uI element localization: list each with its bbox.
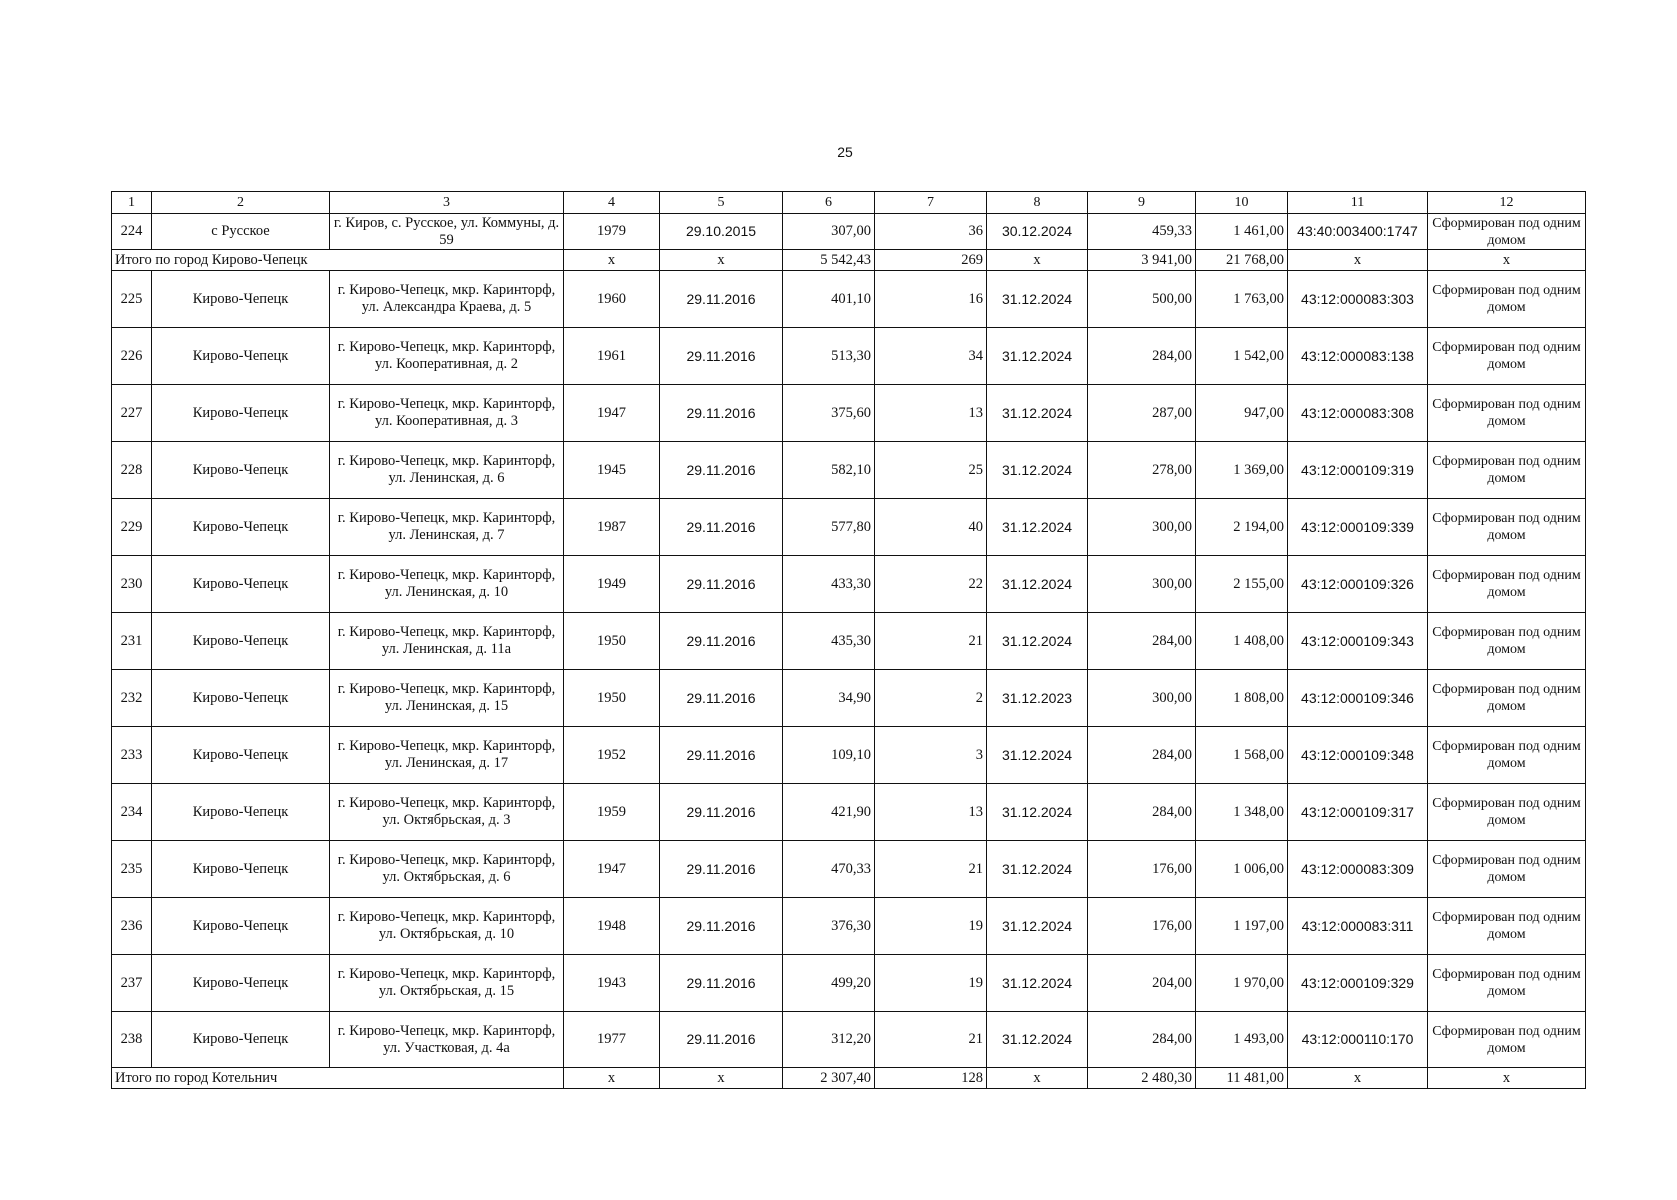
address-cell: г. Кирово-Чепецк, мкр. Каринторф, ул. Октябрьская, д. 15 bbox=[330, 955, 564, 1012]
cost-cell: 1 369,00 bbox=[1196, 442, 1288, 499]
deadline-cell: 31.12.2024 bbox=[987, 1012, 1088, 1068]
date-cell: 29.11.2016 bbox=[660, 271, 783, 328]
table-row bbox=[112, 556, 1586, 613]
cadastral-cell: 43:12:000083:309 bbox=[1288, 841, 1428, 898]
settlement-cell: Кирово-Чепецк bbox=[152, 955, 330, 1012]
address-cell: г. Кирово-Чепецк, мкр. Каринторф, ул. Октябрьская, д. 10 bbox=[330, 898, 564, 955]
address-cell: г. Киров, с. Русское, ул. Коммуны, д. 59 bbox=[330, 214, 564, 250]
settlement-cell: Кирово-Чепецк bbox=[152, 1012, 330, 1068]
deadline-cell: 31.12.2024 bbox=[987, 385, 1088, 442]
residents-cell: 19 bbox=[875, 898, 987, 955]
address-cell: г. Кирово-Чепецк, мкр. Каринторф, ул. Ленинская, д. 6 bbox=[330, 442, 564, 499]
column-number: 6 bbox=[783, 192, 875, 214]
cadastral-cell: 43:12:000109:346 bbox=[1288, 670, 1428, 727]
land-area-cell: 284,00 bbox=[1088, 784, 1196, 841]
table-body bbox=[112, 192, 1586, 1089]
row-number-cell: 235 bbox=[112, 841, 152, 898]
deadline-cell: 31.12.2024 bbox=[987, 841, 1088, 898]
deadline-cell: 31.12.2024 bbox=[987, 271, 1088, 328]
cadastral-cell: 43:12:000110:170 bbox=[1288, 1012, 1428, 1068]
settlement-cell: Кирово-Чепецк bbox=[152, 556, 330, 613]
settlement-cell: Кирово-Чепецк bbox=[152, 442, 330, 499]
year-cell: 1987 bbox=[564, 499, 660, 556]
address-cell: г. Кирово-Чепецк, мкр. Каринторф, ул. Ленинская, д. 17 bbox=[330, 727, 564, 784]
row-number-cell: 224 bbox=[112, 214, 152, 250]
area-cell: 109,10 bbox=[783, 727, 875, 784]
column-number: 8 bbox=[987, 192, 1088, 214]
year-cell: 1948 bbox=[564, 898, 660, 955]
year-cell: x bbox=[564, 250, 660, 271]
land-area-cell: 278,00 bbox=[1088, 442, 1196, 499]
deadline-cell: 31.12.2023 bbox=[987, 670, 1088, 727]
residents-cell: 13 bbox=[875, 385, 987, 442]
column-number: 7 bbox=[875, 192, 987, 214]
row-number-cell: 228 bbox=[112, 442, 152, 499]
year-cell: 1977 bbox=[564, 1012, 660, 1068]
note-cell: Сформирован под одним домом bbox=[1428, 670, 1586, 727]
year-cell: 1950 bbox=[564, 613, 660, 670]
housing-register-table bbox=[111, 191, 1586, 1089]
deadline-cell: 31.12.2024 bbox=[987, 499, 1088, 556]
year-cell: 1979 bbox=[564, 214, 660, 250]
cost-cell: 2 194,00 bbox=[1196, 499, 1288, 556]
address-cell: г. Кирово-Чепецк, мкр. Каринторф, ул. Октябрьская, д. 6 bbox=[330, 841, 564, 898]
deadline-cell: 31.12.2024 bbox=[987, 613, 1088, 670]
residents-cell: 34 bbox=[875, 328, 987, 385]
year-cell: 1952 bbox=[564, 727, 660, 784]
deadline-cell: x bbox=[987, 250, 1088, 271]
date-cell: 29.11.2016 bbox=[660, 955, 783, 1012]
date-cell: 29.11.2016 bbox=[660, 784, 783, 841]
total-label: Итого по город Котельнич bbox=[112, 1068, 564, 1089]
area-cell: 433,30 bbox=[783, 556, 875, 613]
cost-cell: 947,00 bbox=[1196, 385, 1288, 442]
cost-cell: 1 763,00 bbox=[1196, 271, 1288, 328]
table-row bbox=[112, 499, 1586, 556]
area-cell: 499,20 bbox=[783, 955, 875, 1012]
residents-cell: 21 bbox=[875, 613, 987, 670]
cost-cell: 1 006,00 bbox=[1196, 841, 1288, 898]
land-area-cell: 284,00 bbox=[1088, 727, 1196, 784]
column-number: 1 bbox=[112, 192, 152, 214]
note-cell: Сформирован под одним домом bbox=[1428, 613, 1586, 670]
note-cell: x bbox=[1428, 1068, 1586, 1089]
total-label: Итого по город Кирово-Чепецк bbox=[112, 250, 564, 271]
residents-cell: 19 bbox=[875, 955, 987, 1012]
land-area-cell: 2 480,30 bbox=[1088, 1068, 1196, 1089]
cost-cell: 1 808,00 bbox=[1196, 670, 1288, 727]
settlement-cell: Кирово-Чепецк bbox=[152, 499, 330, 556]
settlement-cell: Кирово-Чепецк bbox=[152, 328, 330, 385]
date-cell: 29.11.2016 bbox=[660, 556, 783, 613]
cost-cell: 1 348,00 bbox=[1196, 784, 1288, 841]
land-area-cell: 176,00 bbox=[1088, 841, 1196, 898]
date-cell: 29.11.2016 bbox=[660, 841, 783, 898]
deadline-cell: 31.12.2024 bbox=[987, 784, 1088, 841]
land-area-cell: 284,00 bbox=[1088, 1012, 1196, 1068]
deadline-cell: 31.12.2024 bbox=[987, 955, 1088, 1012]
table-row bbox=[112, 613, 1586, 670]
area-cell: 376,30 bbox=[783, 898, 875, 955]
deadline-cell: x bbox=[987, 1068, 1088, 1089]
table-row bbox=[112, 841, 1586, 898]
note-cell: Сформирован под одним домом bbox=[1428, 955, 1586, 1012]
cost-cell: 1 461,00 bbox=[1196, 214, 1288, 250]
table-row bbox=[112, 727, 1586, 784]
address-cell: г. Кирово-Чепецк, мкр. Каринторф, ул. Октябрьская, д. 3 bbox=[330, 784, 564, 841]
row-number-cell: 229 bbox=[112, 499, 152, 556]
residents-cell: 128 bbox=[875, 1068, 987, 1089]
settlement-cell: Кирово-Чепецк bbox=[152, 613, 330, 670]
cost-cell: 21 768,00 bbox=[1196, 250, 1288, 271]
area-cell: 435,30 bbox=[783, 613, 875, 670]
residents-cell: 2 bbox=[875, 670, 987, 727]
date-cell: 29.11.2016 bbox=[660, 670, 783, 727]
column-number: 4 bbox=[564, 192, 660, 214]
page-number: 25 bbox=[837, 144, 853, 160]
column-number: 10 bbox=[1196, 192, 1288, 214]
table-row bbox=[112, 214, 1586, 250]
cadastral-cell: 43:12:000109:319 bbox=[1288, 442, 1428, 499]
deadline-cell: 31.12.2024 bbox=[987, 727, 1088, 784]
address-cell: г. Кирово-Чепецк, мкр. Каринторф, ул. Участковая, д. 4а bbox=[330, 1012, 564, 1068]
land-area-cell: 459,33 bbox=[1088, 214, 1196, 250]
land-area-cell: 284,00 bbox=[1088, 613, 1196, 670]
column-number: 9 bbox=[1088, 192, 1196, 214]
cadastral-cell: 43:12:000083:308 bbox=[1288, 385, 1428, 442]
area-cell: 582,10 bbox=[783, 442, 875, 499]
note-cell: Сформирован под одним домом bbox=[1428, 727, 1586, 784]
note-cell: Сформирован под одним домом bbox=[1428, 271, 1586, 328]
residents-cell: 25 bbox=[875, 442, 987, 499]
total-row bbox=[112, 250, 1586, 271]
address-cell: г. Кирово-Чепецк, мкр. Каринторф, ул. Кооперативная, д. 3 bbox=[330, 385, 564, 442]
column-number-row bbox=[112, 192, 1586, 214]
row-number-cell: 232 bbox=[112, 670, 152, 727]
date-cell: 29.11.2016 bbox=[660, 385, 783, 442]
residents-cell: 269 bbox=[875, 250, 987, 271]
date-cell: 29.11.2016 bbox=[660, 499, 783, 556]
settlement-cell: Кирово-Чепецк bbox=[152, 670, 330, 727]
residents-cell: 3 bbox=[875, 727, 987, 784]
address-cell: г. Кирово-Чепецк, мкр. Каринторф, ул. Ленинская, д. 15 bbox=[330, 670, 564, 727]
date-cell: 29.11.2016 bbox=[660, 898, 783, 955]
table-row bbox=[112, 385, 1586, 442]
row-number-cell: 226 bbox=[112, 328, 152, 385]
deadline-cell: 30.12.2024 bbox=[987, 214, 1088, 250]
cadastral-cell: 43:12:000083:138 bbox=[1288, 328, 1428, 385]
year-cell: 1947 bbox=[564, 385, 660, 442]
area-cell: 401,10 bbox=[783, 271, 875, 328]
settlement-cell: Кирово-Чепецк bbox=[152, 841, 330, 898]
deadline-cell: 31.12.2024 bbox=[987, 442, 1088, 499]
year-cell: 1950 bbox=[564, 670, 660, 727]
row-number-cell: 227 bbox=[112, 385, 152, 442]
row-number-cell: 238 bbox=[112, 1012, 152, 1068]
settlement-cell: Кирово-Чепецк bbox=[152, 727, 330, 784]
year-cell: 1959 bbox=[564, 784, 660, 841]
date-cell: 29.10.2015 bbox=[660, 214, 783, 250]
note-cell: Сформирован под одним домом bbox=[1428, 499, 1586, 556]
address-cell: г. Кирово-Чепецк, мкр. Каринторф, ул. Ленинская, д. 10 bbox=[330, 556, 564, 613]
note-cell: x bbox=[1428, 250, 1586, 271]
settlement-cell: Кирово-Чепецк bbox=[152, 898, 330, 955]
year-cell: 1961 bbox=[564, 328, 660, 385]
column-number: 3 bbox=[330, 192, 564, 214]
row-number-cell: 230 bbox=[112, 556, 152, 613]
cadastral-cell: 43:12:000083:303 bbox=[1288, 271, 1428, 328]
area-cell: 470,33 bbox=[783, 841, 875, 898]
land-area-cell: 500,00 bbox=[1088, 271, 1196, 328]
address-cell: г. Кирово-Чепецк, мкр. Каринторф, ул. Кооперативная, д. 2 bbox=[330, 328, 564, 385]
cadastral-cell: 43:12:000109:329 bbox=[1288, 955, 1428, 1012]
table-row bbox=[112, 955, 1586, 1012]
cadastral-cell: 43:12:000109:326 bbox=[1288, 556, 1428, 613]
note-cell: Сформирован под одним домом bbox=[1428, 898, 1586, 955]
cost-cell: 11 481,00 bbox=[1196, 1068, 1288, 1089]
area-cell: 375,60 bbox=[783, 385, 875, 442]
residents-cell: 16 bbox=[875, 271, 987, 328]
note-cell: Сформирован под одним домом bbox=[1428, 442, 1586, 499]
area-cell: 513,30 bbox=[783, 328, 875, 385]
note-cell: Сформирован под одним домом bbox=[1428, 385, 1586, 442]
note-cell: Сформирован под одним домом bbox=[1428, 1012, 1586, 1068]
residents-cell: 21 bbox=[875, 841, 987, 898]
table-row bbox=[112, 670, 1586, 727]
year-cell: x bbox=[564, 1068, 660, 1089]
cadastral-cell: 43:12:000109:348 bbox=[1288, 727, 1428, 784]
cadastral-cell: 43:12:000109:343 bbox=[1288, 613, 1428, 670]
land-area-cell: 284,00 bbox=[1088, 328, 1196, 385]
year-cell: 1947 bbox=[564, 841, 660, 898]
residents-cell: 36 bbox=[875, 214, 987, 250]
cadastral-cell: x bbox=[1288, 1068, 1428, 1089]
row-number-cell: 225 bbox=[112, 271, 152, 328]
land-area-cell: 300,00 bbox=[1088, 670, 1196, 727]
date-cell: x bbox=[660, 1068, 783, 1089]
cadastral-cell: 43:12:000083:311 bbox=[1288, 898, 1428, 955]
land-area-cell: 287,00 bbox=[1088, 385, 1196, 442]
deadline-cell: 31.12.2024 bbox=[987, 898, 1088, 955]
note-cell: Сформирован под одним домом bbox=[1428, 841, 1586, 898]
land-area-cell: 3 941,00 bbox=[1088, 250, 1196, 271]
year-cell: 1960 bbox=[564, 271, 660, 328]
land-area-cell: 300,00 bbox=[1088, 556, 1196, 613]
row-number-cell: 231 bbox=[112, 613, 152, 670]
year-cell: 1949 bbox=[564, 556, 660, 613]
table-row bbox=[112, 328, 1586, 385]
land-area-cell: 176,00 bbox=[1088, 898, 1196, 955]
date-cell: 29.11.2016 bbox=[660, 727, 783, 784]
row-number-cell: 237 bbox=[112, 955, 152, 1012]
note-cell: Сформирован под одним домом bbox=[1428, 214, 1586, 250]
cost-cell: 1 493,00 bbox=[1196, 1012, 1288, 1068]
address-cell: г. Кирово-Чепецк, мкр. Каринторф, ул. Ленинская, д. 11а bbox=[330, 613, 564, 670]
cost-cell: 1 568,00 bbox=[1196, 727, 1288, 784]
date-cell: 29.11.2016 bbox=[660, 442, 783, 499]
row-number-cell: 233 bbox=[112, 727, 152, 784]
area-cell: 307,00 bbox=[783, 214, 875, 250]
area-cell: 2 307,40 bbox=[783, 1068, 875, 1089]
cadastral-cell: 43:12:000109:317 bbox=[1288, 784, 1428, 841]
deadline-cell: 31.12.2024 bbox=[987, 556, 1088, 613]
date-cell: 29.11.2016 bbox=[660, 1012, 783, 1068]
note-cell: Сформирован под одним домом bbox=[1428, 328, 1586, 385]
area-cell: 34,90 bbox=[783, 670, 875, 727]
note-cell: Сформирован под одним домом bbox=[1428, 556, 1586, 613]
row-number-cell: 234 bbox=[112, 784, 152, 841]
table-row bbox=[112, 784, 1586, 841]
table-row bbox=[112, 271, 1586, 328]
address-cell: г. Кирово-Чепецк, мкр. Каринторф, ул. Александра Краева, д. 5 bbox=[330, 271, 564, 328]
table-row bbox=[112, 442, 1586, 499]
date-cell: 29.11.2016 bbox=[660, 328, 783, 385]
table-row bbox=[112, 1012, 1586, 1068]
column-number: 11 bbox=[1288, 192, 1428, 214]
year-cell: 1943 bbox=[564, 955, 660, 1012]
cadastral-cell: x bbox=[1288, 250, 1428, 271]
cadastral-cell: 43:12:000109:339 bbox=[1288, 499, 1428, 556]
table-row bbox=[112, 898, 1586, 955]
cost-cell: 1 542,00 bbox=[1196, 328, 1288, 385]
row-number-cell: 236 bbox=[112, 898, 152, 955]
total-row bbox=[112, 1068, 1586, 1089]
settlement-cell: Кирово-Чепецк bbox=[152, 784, 330, 841]
date-cell: x bbox=[660, 250, 783, 271]
area-cell: 577,80 bbox=[783, 499, 875, 556]
cadastral-cell: 43:40:003400:1747 bbox=[1288, 214, 1428, 250]
column-number: 12 bbox=[1428, 192, 1586, 214]
cost-cell: 2 155,00 bbox=[1196, 556, 1288, 613]
year-cell: 1945 bbox=[564, 442, 660, 499]
area-cell: 5 542,43 bbox=[783, 250, 875, 271]
cost-cell: 1 970,00 bbox=[1196, 955, 1288, 1012]
column-number: 5 bbox=[660, 192, 783, 214]
cost-cell: 1 408,00 bbox=[1196, 613, 1288, 670]
residents-cell: 22 bbox=[875, 556, 987, 613]
note-cell: Сформирован под одним домом bbox=[1428, 784, 1586, 841]
residents-cell: 21 bbox=[875, 1012, 987, 1068]
land-area-cell: 204,00 bbox=[1088, 955, 1196, 1012]
residents-cell: 40 bbox=[875, 499, 987, 556]
address-cell: г. Кирово-Чепецк, мкр. Каринторф, ул. Ленинская, д. 7 bbox=[330, 499, 564, 556]
cost-cell: 1 197,00 bbox=[1196, 898, 1288, 955]
area-cell: 421,90 bbox=[783, 784, 875, 841]
deadline-cell: 31.12.2024 bbox=[987, 328, 1088, 385]
date-cell: 29.11.2016 bbox=[660, 613, 783, 670]
residents-cell: 13 bbox=[875, 784, 987, 841]
settlement-cell: Кирово-Чепецк bbox=[152, 271, 330, 328]
column-number: 2 bbox=[152, 192, 330, 214]
land-area-cell: 300,00 bbox=[1088, 499, 1196, 556]
settlement-cell: Кирово-Чепецк bbox=[152, 385, 330, 442]
settlement-cell: с Русское bbox=[152, 214, 330, 250]
area-cell: 312,20 bbox=[783, 1012, 875, 1068]
